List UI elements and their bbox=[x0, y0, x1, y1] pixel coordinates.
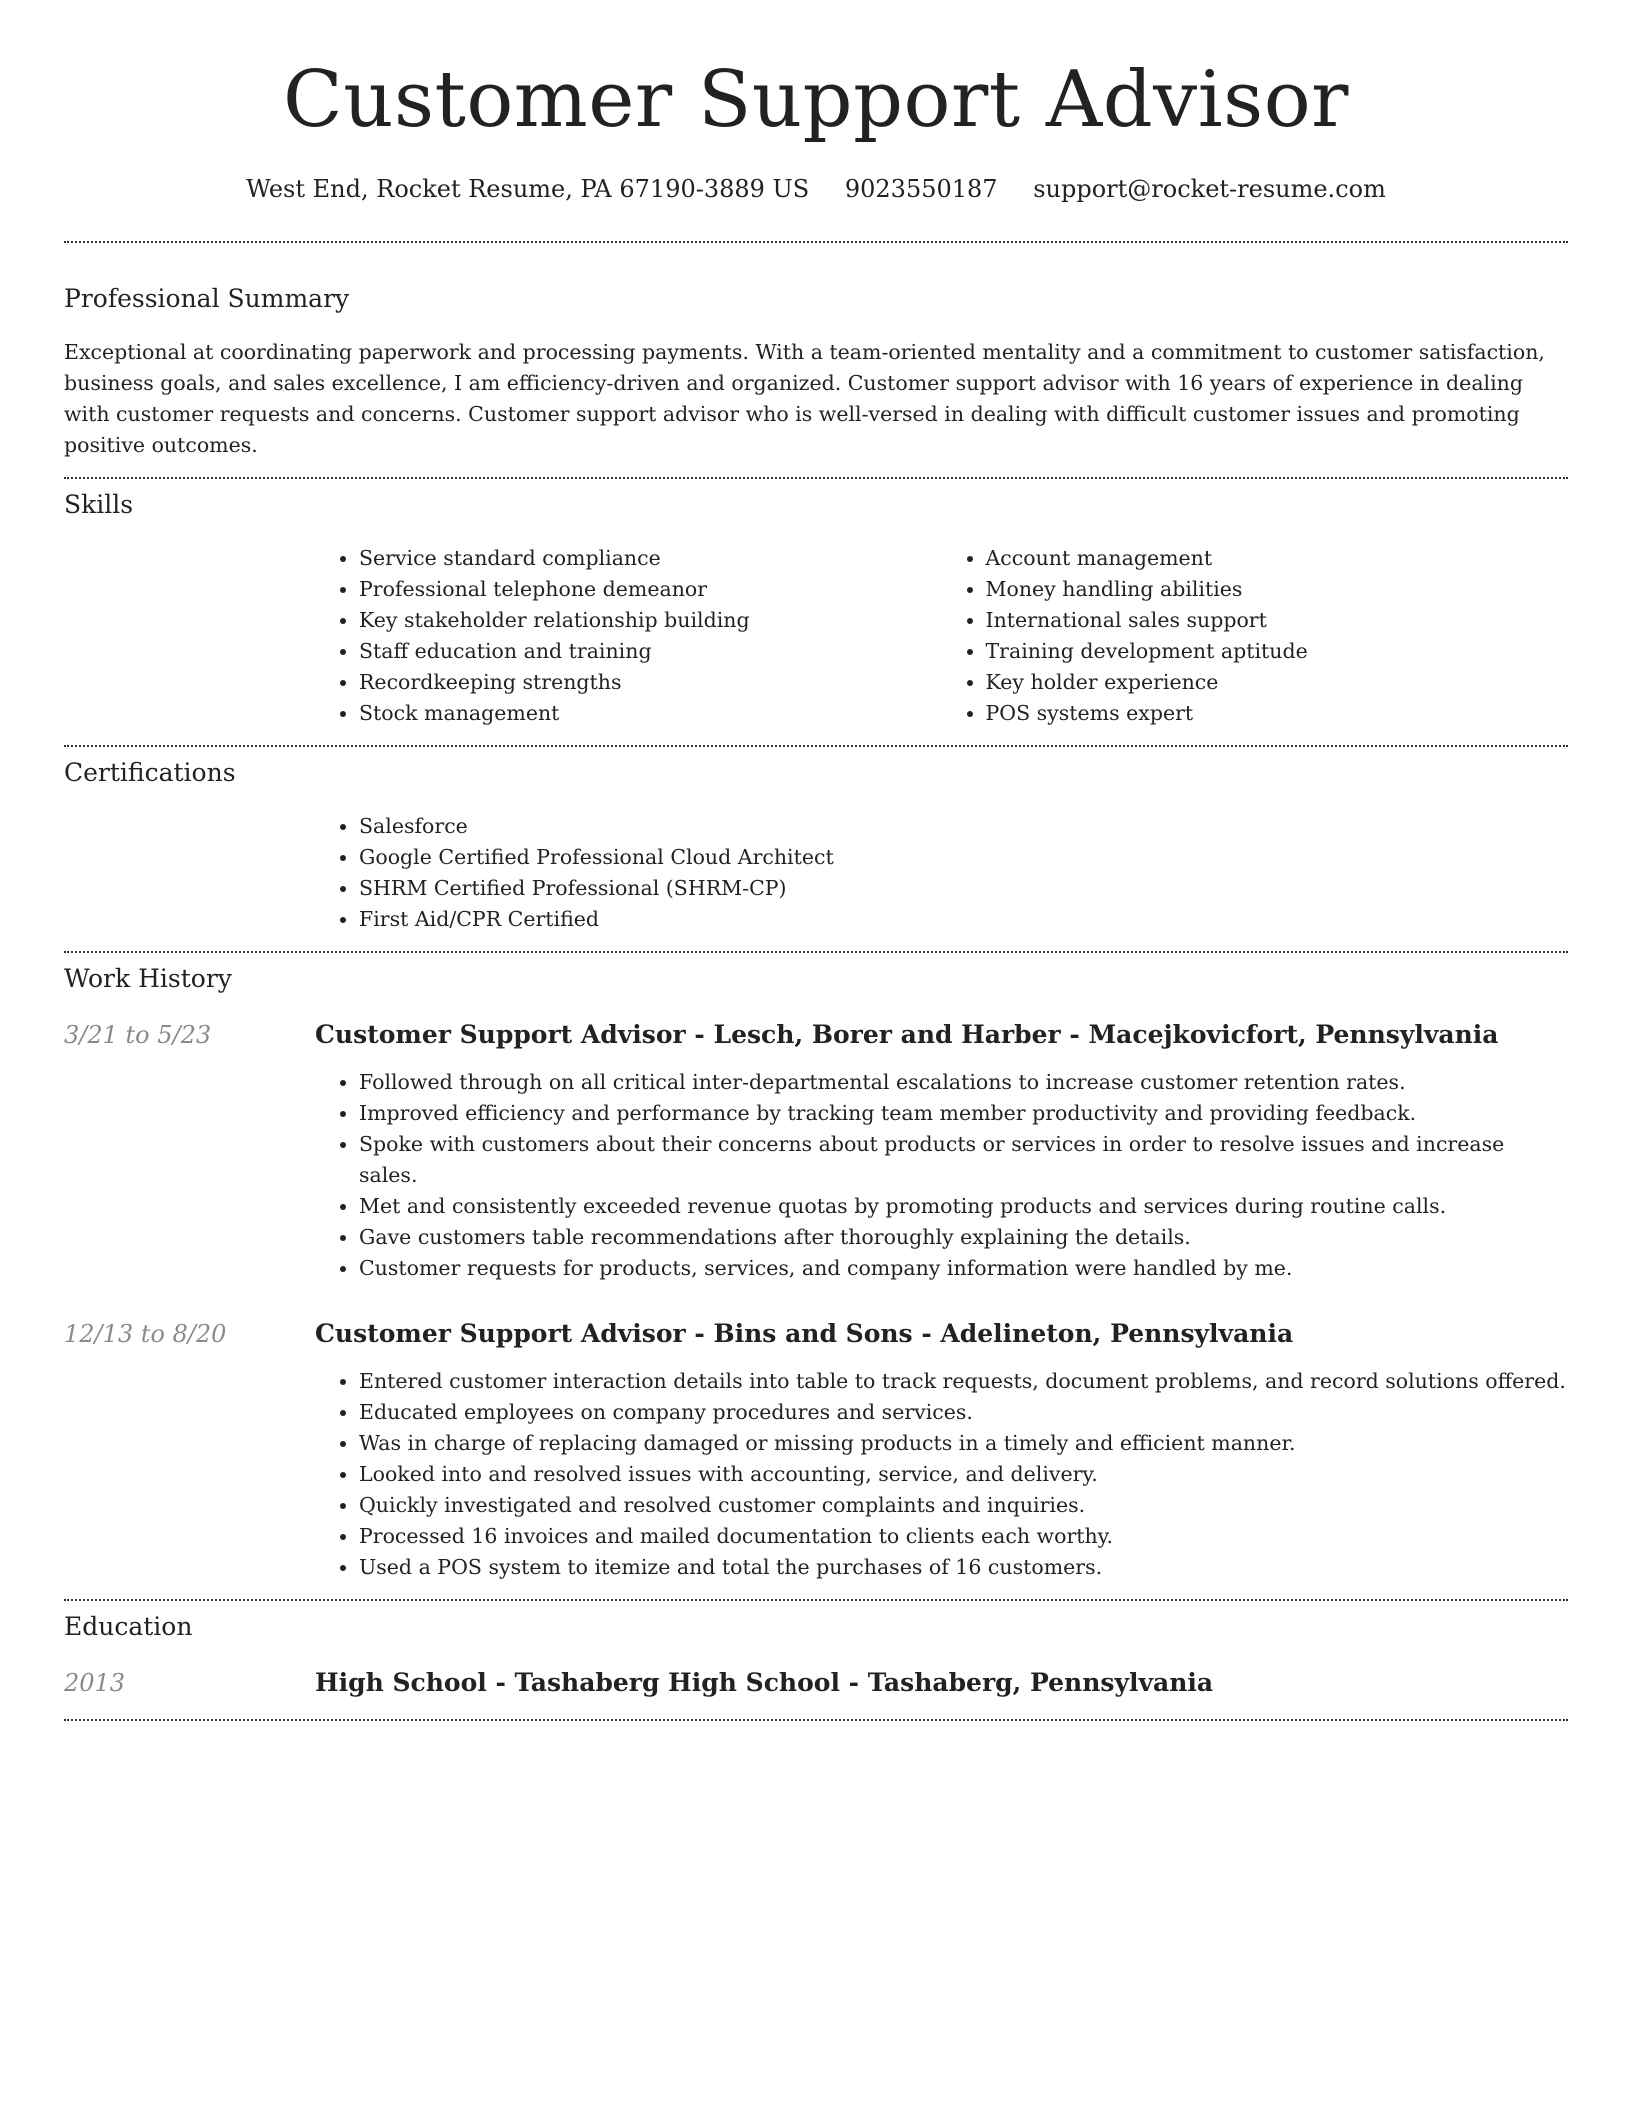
summary-text: Exceptional at coordinating paperwork and processing payments. With a team-oriented mentality and a commitment to customer satisfaction, business goals, and sales excellence, I am efficiency-driven and organized. Customer support advisor with 16 years of experience in dealing with customer requests and concerns. Customer support advisor who is well-versed in dealing with difficult customer issues and promoting positive outcomes. bbox=[64, 340, 1545, 457]
skills-list-right bbox=[942, 543, 1569, 729]
job-bullet: • Spoke with customers about their concerns about products or services in order to resolve issues and increase sales. bbox=[359, 1129, 1568, 1191]
job-bullet: • Followed through on all critical inter-departmental escalations to increase customer retention rates. bbox=[359, 1067, 1568, 1098]
skill-item: • Key holder experience bbox=[986, 667, 1569, 698]
contact-address: West End, Rocket Resume, PA 67190-3889 US bbox=[246, 175, 810, 203]
certification-item: • Salesforce bbox=[359, 811, 1568, 842]
skills-heading: Skills bbox=[64, 490, 134, 519]
job-entry bbox=[64, 1019, 1568, 1284]
job-bullet: • Looked into and resolved issues with accounting, service, and delivery. bbox=[359, 1459, 1568, 1490]
education-title: High School - Tashaberg High School - Tashaberg, Pennsylvania bbox=[315, 1668, 1214, 1697]
job-bullets bbox=[315, 1067, 1568, 1284]
education-section bbox=[64, 1601, 1568, 1699]
divider bbox=[64, 1719, 1568, 1721]
candidate-name: Customer Support Advisor bbox=[283, 55, 1349, 145]
resume-header bbox=[64, 0, 1568, 204]
skills-list-left bbox=[315, 543, 942, 729]
certification-item: • SHRM Certified Professional (SHRM-CP) bbox=[359, 873, 1568, 904]
job-body bbox=[315, 1019, 1568, 1284]
education-entry bbox=[64, 1667, 1568, 1699]
education-body bbox=[315, 1667, 1568, 1699]
job-title: Customer Support Advisor - Bins and Sons - Adelineton, Pennsylvania bbox=[315, 1319, 1294, 1348]
skill-item: • Professional telephone demeanor bbox=[359, 574, 942, 605]
job-bullet: • Used a POS system to itemize and total the purchases of 16 customers. bbox=[359, 1552, 1568, 1583]
skills-grid bbox=[315, 543, 1568, 729]
certifications-list bbox=[315, 811, 1568, 935]
skill-item: • Money handling abilities bbox=[986, 574, 1569, 605]
skill-item: • Service standard compliance bbox=[359, 543, 942, 574]
job-bullet: • Met and consistently exceeded revenue quotas by promoting products and services during routine calls. bbox=[359, 1191, 1568, 1222]
job-bullet: • Educated employees on company procedures and services. bbox=[359, 1397, 1568, 1428]
education-date: 2013 bbox=[64, 1669, 126, 1697]
certifications-section bbox=[64, 747, 1568, 935]
work-history-section bbox=[64, 953, 1568, 1583]
skill-item: • Stock management bbox=[359, 698, 942, 729]
contact-line bbox=[64, 174, 1568, 204]
education-heading: Education bbox=[64, 1612, 193, 1641]
skill-item: • Training development aptitude bbox=[986, 636, 1569, 667]
job-bullet: • Was in charge of replacing damaged or missing products in a timely and efficient manner. bbox=[359, 1428, 1568, 1459]
job-bullets bbox=[315, 1366, 1568, 1583]
job-bullet: • Entered customer interaction details into table to track requests, document problems, and record solutions offered. bbox=[359, 1366, 1568, 1397]
skill-item: • Staff education and training bbox=[359, 636, 942, 667]
job-date: 3/21 to 5/23 bbox=[64, 1021, 212, 1049]
work-history-heading: Work History bbox=[64, 964, 232, 993]
job-bullet: • Customer requests for products, services, and company information were handled by me. bbox=[359, 1253, 1568, 1284]
skill-item: • Account management bbox=[986, 543, 1569, 574]
job-bullet: • Improved efficiency and performance by tracking team member productivity and providing feedback. bbox=[359, 1098, 1568, 1129]
job-date: 12/13 to 8/20 bbox=[64, 1320, 227, 1348]
job-bullet: • Processed 16 invoices and mailed documentation to clients each worthy. bbox=[359, 1521, 1568, 1552]
job-bullet: • Quickly investigated and resolved customer complaints and inquiries. bbox=[359, 1490, 1568, 1521]
certification-item: • First Aid/CPR Certified bbox=[359, 904, 1568, 935]
contact-email: support@rocket-resume.com bbox=[1033, 175, 1386, 203]
contact-phone: 9023550187 bbox=[844, 175, 998, 203]
job-body bbox=[315, 1318, 1568, 1583]
certifications-heading: Certifications bbox=[64, 758, 236, 787]
job-entry bbox=[64, 1318, 1568, 1583]
skills-section bbox=[64, 479, 1568, 729]
job-title: Customer Support Advisor - Lesch, Borer and Harber - Macejkovicfort, Pennsylvania bbox=[315, 1020, 1499, 1049]
skill-item: • Key stakeholder relationship building bbox=[359, 605, 942, 636]
summary-heading: Professional Summary bbox=[64, 284, 350, 313]
resume-page bbox=[64, 0, 1568, 1721]
summary-section bbox=[64, 243, 1568, 461]
skill-item: • POS systems expert bbox=[986, 698, 1569, 729]
skill-item: • Recordkeeping strengths bbox=[359, 667, 942, 698]
skill-item: • International sales support bbox=[986, 605, 1569, 636]
job-bullet: • Gave customers table recommendations after thoroughly explaining the details. bbox=[359, 1222, 1568, 1253]
certification-item: • Google Certified Professional Cloud Architect bbox=[359, 842, 1568, 873]
